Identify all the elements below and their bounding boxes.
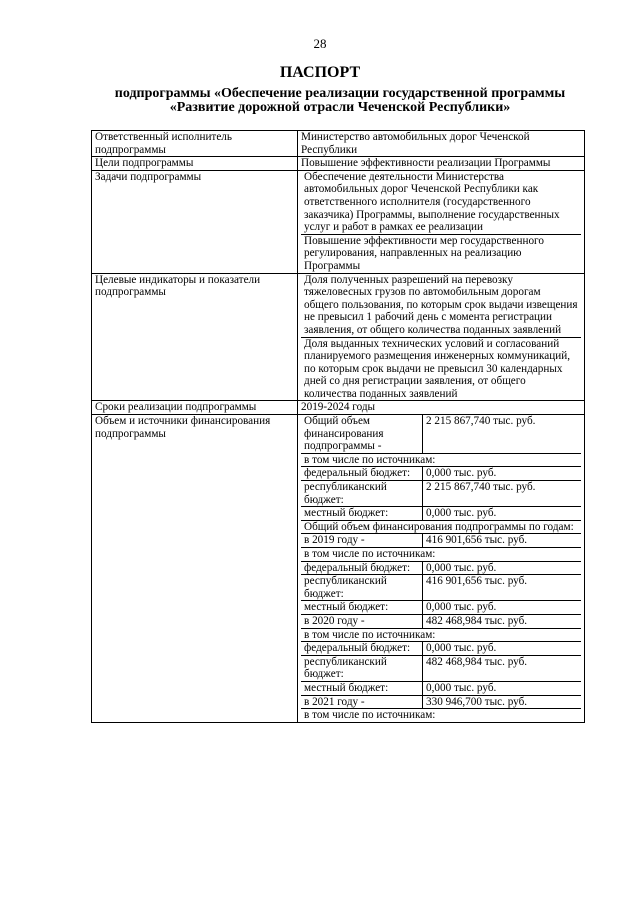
subtitle-line-1: подпрограммы «Обеспечение реализации государственной программы [114, 86, 566, 101]
funding-2019-label: в 2019 году - [301, 534, 423, 548]
row-executor [92, 131, 585, 157]
row-tasks [92, 170, 585, 273]
funding-local-value: 0,000 тыс. руб. [423, 507, 582, 521]
funding-2020-federal-label: федеральный бюджет: [301, 642, 423, 656]
row-terms [92, 401, 585, 415]
funding-2019-republic-value: 416 901,656 тыс. руб. [423, 575, 582, 601]
funding-local-label: местный бюджет: [301, 507, 423, 521]
funding-by-years: Общий объем финансирования подпрограммы по годам: [301, 520, 581, 534]
funding-total-value: 2 215 867,740 тыс. руб. [423, 415, 582, 453]
funding-republic-label: республиканский бюджет: [301, 481, 423, 507]
indicators-label: Целевые индикаторы и показатели подпрограммы [92, 273, 298, 401]
task-item: Повышение эффективности мер государственного регулирования, направленных на реализацию Программы [304, 234, 544, 272]
funding-2020-republic-value: 482 468,984 тыс. руб. [423, 655, 582, 681]
indicators-values [298, 273, 585, 401]
indicator-item: Доля выданных технических условий и согласований планируемого размещения инженерных коммуникаций, по которым срок выдачи не превысил 30 календарных дней со дня регистрации заявления, от общего количества поданных заявлений [304, 337, 571, 400]
funding-2020-local-value: 0,000 тыс. руб. [423, 681, 582, 695]
tasks-values [298, 170, 585, 273]
funding-total-label: Общий объем финансирования подпрограммы - [301, 415, 423, 453]
funding-2019-local-label: местный бюджет: [301, 601, 423, 615]
document-title: ПАСПОРТ [279, 64, 361, 81]
funding-2019-republic-label: республиканский бюджет: [301, 575, 423, 601]
funding-table [301, 415, 581, 722]
funding-federal-value: 0,000 тыс. руб. [423, 467, 582, 481]
funding-2019-by-source: в том числе по источникам: [301, 548, 581, 562]
executor-label: Ответственный исполнитель подпрограммы [92, 131, 298, 157]
funding-by-source: в том числе по источникам: [301, 453, 581, 467]
funding-2020-label: в 2020 году - [301, 614, 423, 628]
funding-details [298, 415, 585, 723]
task-item: Обеспечение деятельности Министерства автомобильных дорог Чеченской Республики как ответственного исполнителя (государственного заказчика) Программы, выполнение государственных услуг и работ в рамках ее реализации [301, 171, 581, 235]
funding-2020-value: 482 468,984 тыс. руб. [423, 614, 582, 628]
passport-table [91, 130, 585, 723]
subtitle-line-2: «Развитие дорожной отрасли Чеченской Республики» [169, 100, 511, 115]
tasks-label: Задачи подпрограммы [92, 170, 298, 273]
funding-2021-label: в 2021 году - [301, 695, 423, 709]
funding-2021-value: 330 946,700 тыс. руб. [423, 695, 582, 709]
funding-2020-by-source: в том числе по источникам: [301, 628, 581, 642]
page-number: 28 [313, 36, 327, 51]
row-goals [92, 157, 585, 171]
goals-label: Цели подпрограммы [92, 157, 298, 171]
funding-2020-republic-label: республиканский бюджет: [301, 655, 423, 681]
funding-republic-value: 2 215 867,740 тыс. руб. [423, 481, 582, 507]
funding-2020-local-label: местный бюджет: [301, 681, 423, 695]
funding-2020-federal-value: 0,000 тыс. руб. [423, 642, 582, 656]
funding-2019-federal-value: 0,000 тыс. руб. [423, 561, 582, 575]
terms-label: Сроки реализации подпрограммы [92, 401, 298, 415]
row-indicators [92, 273, 585, 401]
funding-2019-federal-label: федеральный бюджет: [301, 561, 423, 575]
terms-value: 2019-2024 годы [298, 401, 585, 415]
indicator-item: Доля полученных разрешений на перевозку тяжеловесных грузов по автомобильным дорогам общего пользования, по которым срок выдачи извещения не превысил 1 рабочий день с момента регистрации заявления, от общего количества поданных заявлений [301, 274, 581, 338]
row-funding [92, 415, 585, 723]
funding-label: Объем и источники финансирования подпрограммы [92, 415, 298, 723]
funding-2019-value: 416 901,656 тыс. руб. [423, 534, 582, 548]
executor-value: Министерство автомобильных дорог Чеченской Республики [298, 131, 585, 157]
funding-federal-label: федеральный бюджет: [301, 467, 423, 481]
funding-2021-by-source: в том числе по источникам: [301, 709, 581, 722]
document-subtitle [80, 87, 600, 115]
goals-value: Повышение эффективности реализации Программы [298, 157, 585, 171]
funding-2019-local-value: 0,000 тыс. руб. [423, 601, 582, 615]
